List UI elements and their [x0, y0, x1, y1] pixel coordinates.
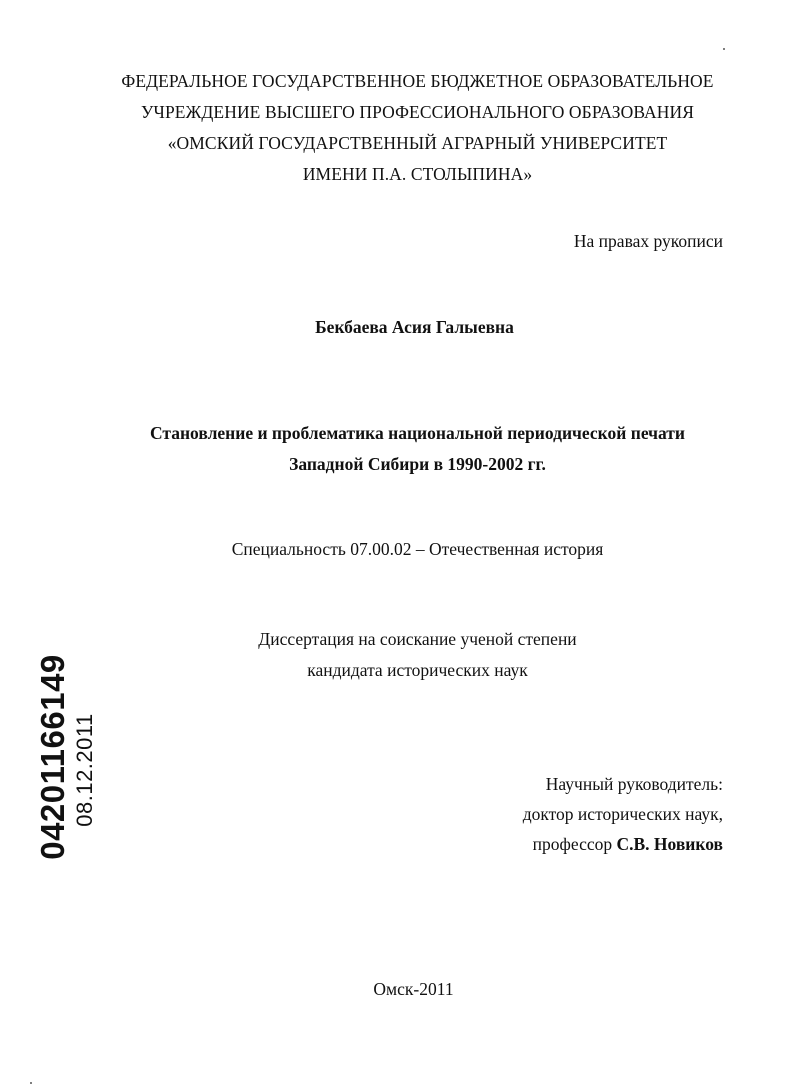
degree-line: Диссертация на соискание ученой степени — [258, 629, 577, 649]
scientific-advisor — [523, 769, 723, 859]
degree-statement — [0, 624, 795, 686]
advisor-position-line — [523, 829, 723, 859]
advisor-name: С.В. Новиков — [616, 834, 723, 854]
library-stamp-date: 08.12.2011 — [72, 713, 97, 827]
specialty: Специальность 07.00.02 – Отечественная история — [231, 539, 604, 559]
advisor-position: профессор — [532, 834, 613, 854]
institution-header — [0, 66, 795, 190]
advisor-label: Научный руководитель: — [545, 774, 723, 794]
title-line: Западной Сибири в 1990-2002 гг. — [289, 454, 546, 474]
title-line: Становление и проблематика национальной периодической печати — [149, 423, 685, 443]
header-line: ФЕДЕРАЛЬНОЕ ГОСУДАРСТВЕННОЕ БЮДЖЕТНОЕ ОБРАЗОВАТЕЛЬНОЕ — [121, 71, 714, 91]
library-stamp-number: 04201166149 — [34, 654, 71, 860]
dissertation-title — [0, 418, 795, 480]
scan-speck — [723, 48, 725, 50]
city-year: Омск-2011 — [373, 979, 454, 999]
degree-line: кандидата исторических наук — [307, 660, 528, 680]
scan-speck — [30, 1082, 32, 1084]
advisor-degree: доктор исторических наук, — [522, 804, 723, 824]
rights-note: На правах рукописи — [573, 231, 723, 251]
header-line: ИМЕНИ П.А. СТОЛЫПИНА» — [302, 164, 533, 184]
header-line: «ОМСКИЙ ГОСУДАРСТВЕННЫЙ АГРАРНЫЙ УНИВЕРСИТЕТ — [167, 133, 668, 153]
header-line: УЧРЕЖДЕНИЕ ВЫСШЕГО ПРОФЕССИОНАЛЬНОГО ОБРАЗОВАНИЯ — [141, 102, 694, 122]
author-name: Бекбаева Асия Галыевна — [315, 317, 514, 337]
